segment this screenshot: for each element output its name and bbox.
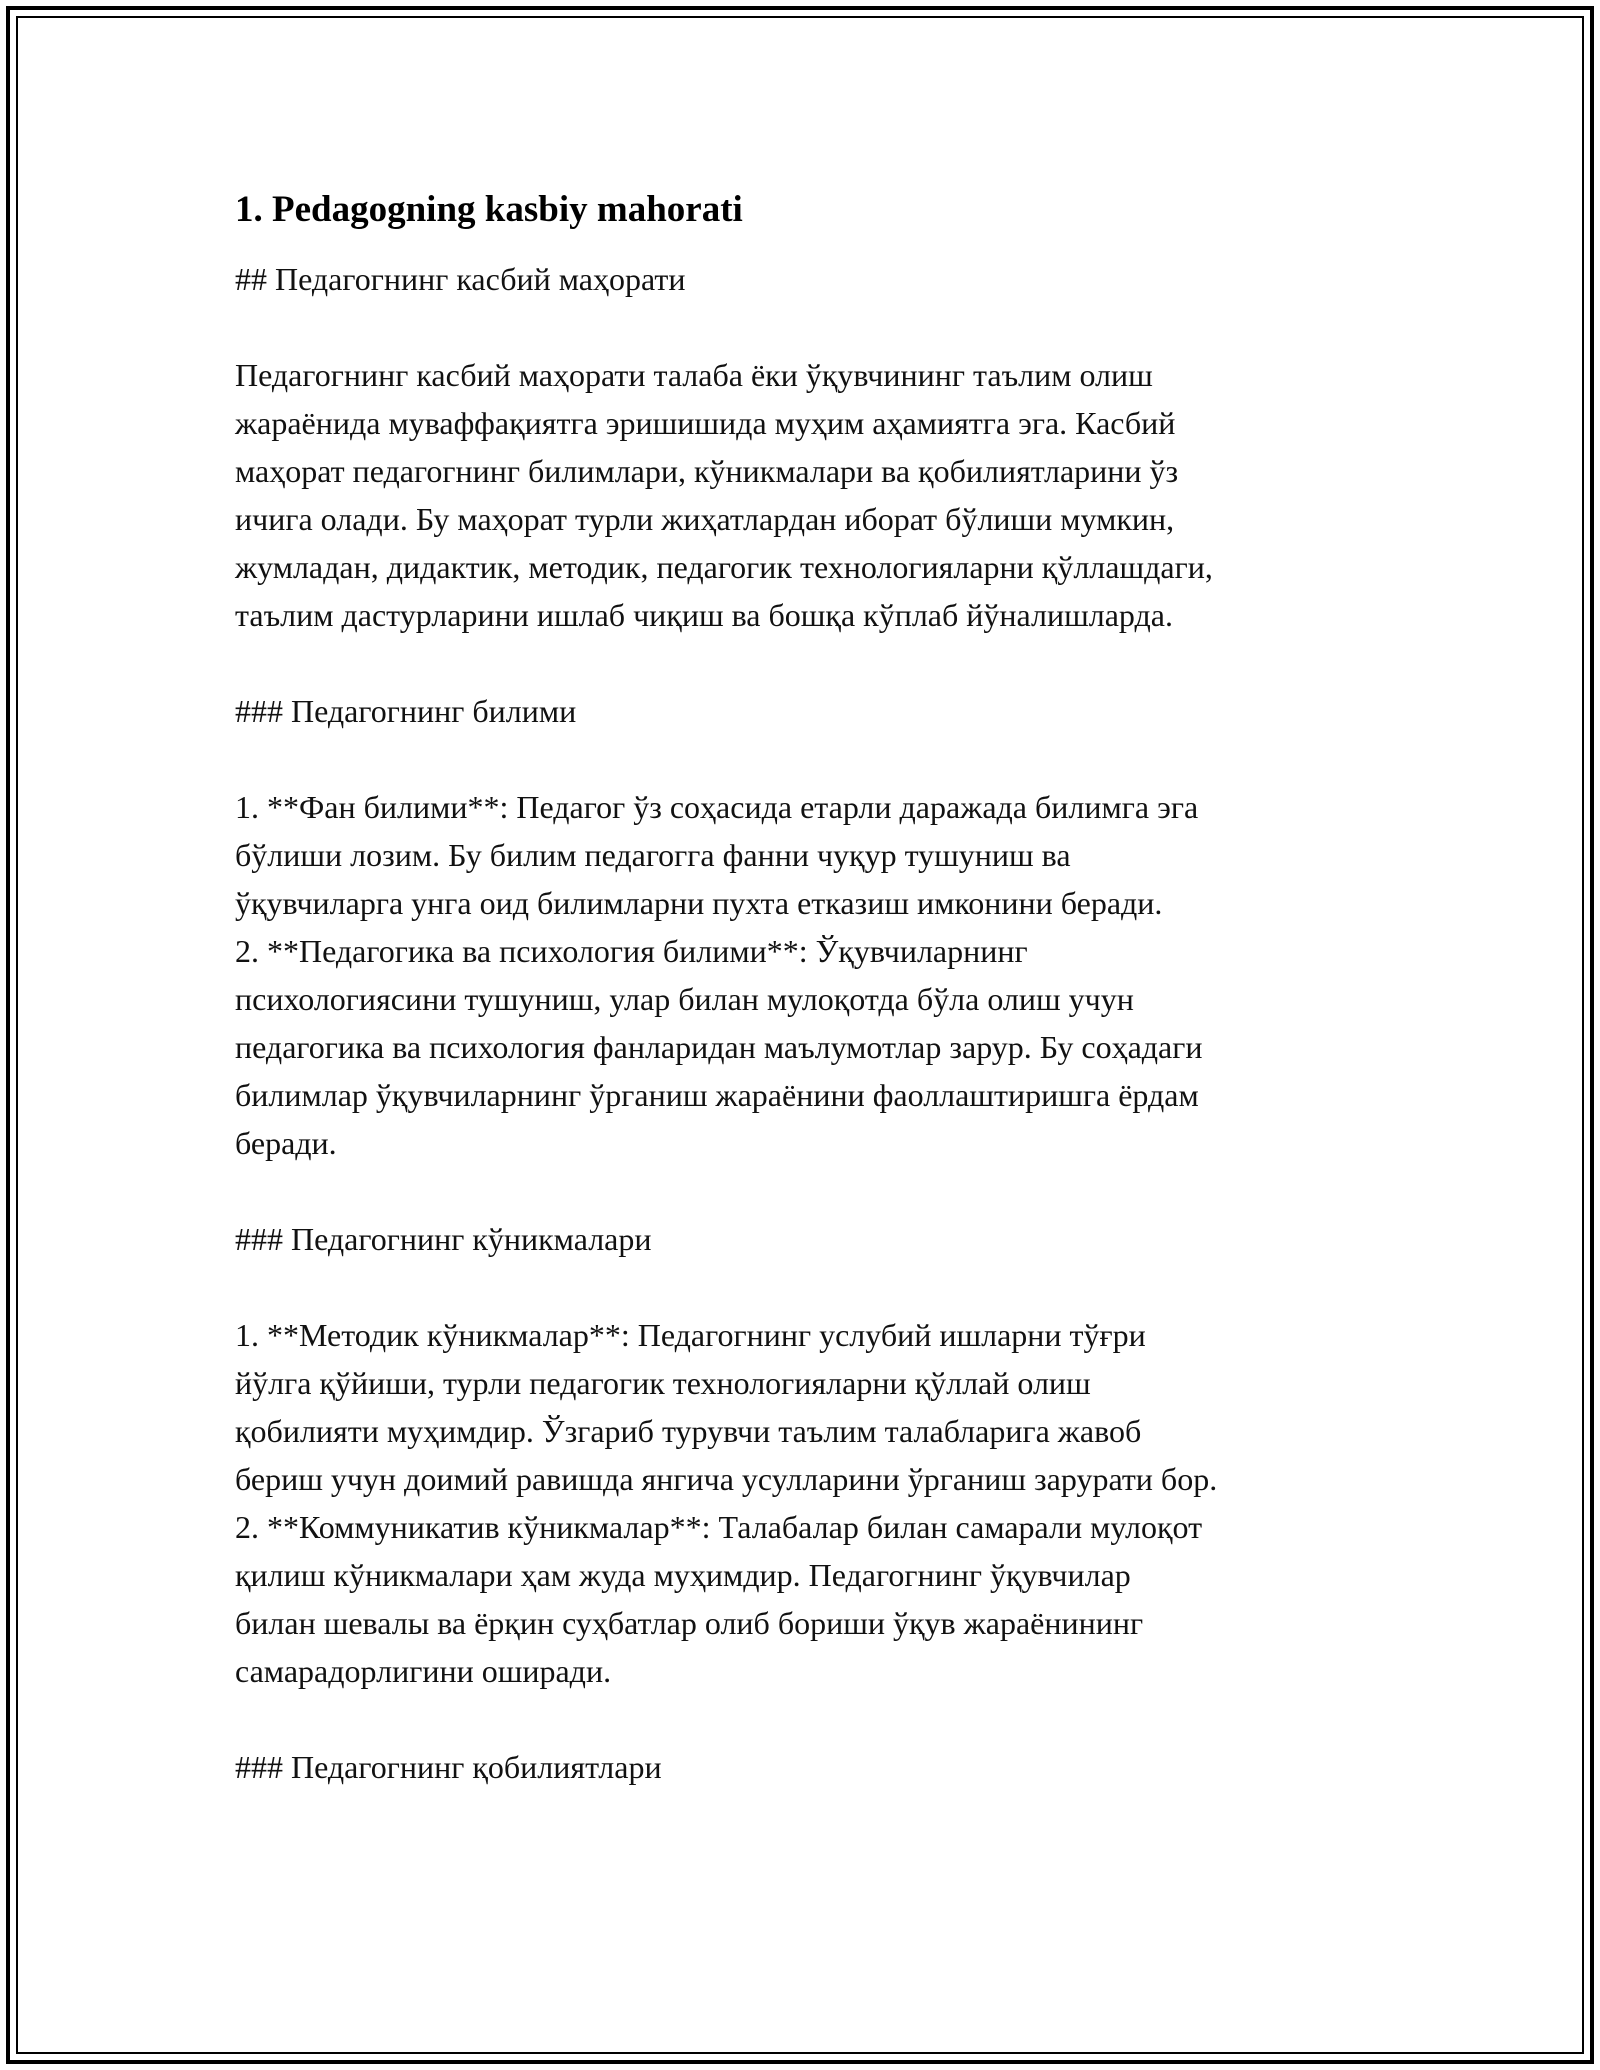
list-line: психологиясини тушуниш, улар билан мулоқотда бўла олиш учун bbox=[235, 981, 1134, 1017]
document-page bbox=[235, 186, 1395, 1791]
section-heading-knowledge: ### Педагогнинг билими bbox=[235, 693, 577, 729]
list-line: қобилияти муҳимдир. Ўзгариб турувчи таълим талабларига жавоб bbox=[235, 1413, 1142, 1449]
paragraph-line: жараёнида муваффақиятга эришишида муҳим аҳамиятга эга. Касбий bbox=[235, 405, 1176, 441]
list-line: бериш учун доимий равишда янгича усулларини ўрганиш зарурати бор. bbox=[235, 1461, 1218, 1497]
document-subtitle: ## Педагогнинг касбий маҳорати bbox=[235, 261, 686, 297]
knowledge-list bbox=[235, 783, 1395, 1167]
list-line: 1. **Методик кўникмалар**: Педагогнинг услубий ишларни тўғри bbox=[235, 1317, 1146, 1353]
list-line: билан шевалы ва ёрқин суҳбатлар олиб бориши ўқув жараёнининг bbox=[235, 1605, 1144, 1641]
list-line: бўлиши лозим. Бу билим педагогга фанни чуқур тушуниш ва bbox=[235, 837, 1071, 873]
list-line: қилиш кўникмалари ҳам жуда муҳимдир. Педагогнинг ўқувчилар bbox=[235, 1557, 1131, 1593]
skills-list bbox=[235, 1311, 1395, 1695]
list-line: беради. bbox=[235, 1125, 337, 1161]
paragraph-line: маҳорат педагогнинг билимлари, кўникмалари ва қобилиятларини ўз bbox=[235, 453, 1179, 489]
list-line: 2. **Коммуникатив кўникмалар**: Талабалар билан самарали мулоқот bbox=[235, 1509, 1203, 1545]
intro-paragraph bbox=[235, 351, 1395, 639]
paragraph-line: Педагогнинг касбий маҳорати талаба ёки ўқувчининг таълим олиш bbox=[235, 357, 1153, 393]
section-heading-abilities: ### Педагогнинг қобилиятлари bbox=[235, 1749, 662, 1785]
list-line: билимлар ўқувчиларнинг ўрганиш жараёнини фаоллаштиришга ёрдам bbox=[235, 1077, 1199, 1113]
list-line: педагогика ва психология фанларидан маълумотлар зарур. Бу соҳадаги bbox=[235, 1029, 1203, 1065]
list-line: ўқувчиларга унга оид билимларни пухта етказиш имконини беради. bbox=[235, 885, 1163, 921]
paragraph-line: жумладан, дидактик, методик, педагогик технологияларни қўллашдаги, bbox=[235, 549, 1213, 585]
list-line: самарадорлигини оширади. bbox=[235, 1653, 612, 1689]
section-heading-skills: ### Педагогнинг кўникмалари bbox=[235, 1221, 652, 1257]
list-line: 1. **Фан билими**: Педагог ўз соҳасида етарли даражада билимга эга bbox=[235, 789, 1199, 825]
list-line: 2. **Педагогика ва психология билими**: Ўқувчиларнинг bbox=[235, 933, 1028, 969]
paragraph-line: ичига олади. Бу маҳорат турли жиҳатлардан иборат бўлиши мумкин, bbox=[235, 501, 1175, 537]
document-title: 1. Pedagogning kasbiy mahorati bbox=[235, 189, 743, 230]
list-line: йўлга қўйиши, турли педагогик технологияларни қўллай олиш bbox=[235, 1365, 1091, 1401]
paragraph-line: таълим дастурларини ишлаб чиқиш ва бошқа кўплаб йўналишларда. bbox=[235, 597, 1173, 633]
